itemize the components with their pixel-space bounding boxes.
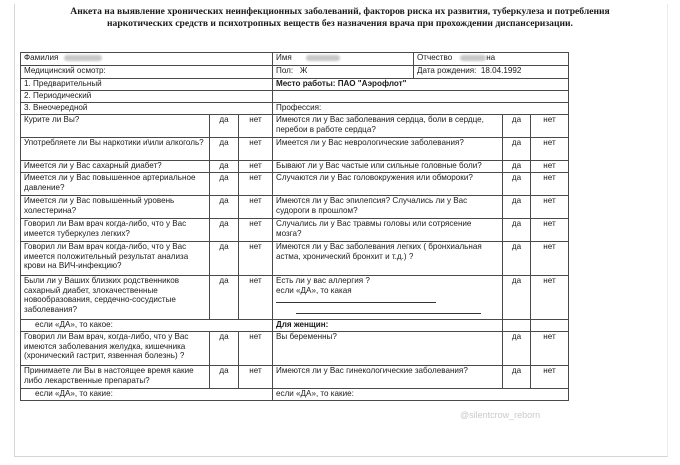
if-yes-which-left[interactable]: если «ДА», то какое:: [21, 320, 273, 332]
exam-type-extraordinary[interactable]: 3. Внеочередной: [21, 103, 273, 115]
answer-yes[interactable]: да: [210, 276, 239, 320]
answer-yes[interactable]: да: [503, 115, 531, 138]
question-right: Случались ли у Вас травмы головы или сотрясение мозга?: [273, 219, 503, 242]
question-right: Случаются ли у Вас головокружения или обмороки?: [273, 173, 503, 196]
answer-no[interactable]: нет: [531, 173, 569, 196]
if-yes-which-left[interactable]: если «ДА», то какие:: [21, 389, 273, 401]
patronymic-tail: на: [486, 53, 496, 62]
answer-no[interactable]: нет: [531, 196, 569, 219]
answer-yes[interactable]: да: [210, 366, 239, 389]
question-left: Говорил ли Вам врач когда-либо, что у Вас имеется положительный результат анализа крови на ВИЧ-инфекцию?: [21, 242, 210, 276]
title-line-2: наркотических средств и психотропных веществ без назначения врача при прохождении диспансеризации.: [107, 18, 573, 29]
answer-no[interactable]: нет: [531, 366, 569, 389]
answer-yes[interactable]: да: [210, 196, 239, 219]
exam-type-periodic[interactable]: 2. Периодический: [21, 91, 273, 103]
question-row: [21, 196, 569, 219]
question-left: Имеется ли у Вас повышенное артериальное давление?: [21, 173, 210, 196]
answer-yes[interactable]: да: [503, 276, 531, 320]
question-row: [21, 242, 569, 276]
answer-no[interactable]: нет: [531, 138, 569, 161]
question-row: [21, 276, 569, 320]
exam-type-row-3: [21, 103, 569, 115]
answer-no[interactable]: нет: [239, 115, 273, 138]
allergy-if-yes: если «ДА», то какая: [276, 285, 352, 295]
question-left: Курите ли Вы?: [21, 115, 210, 138]
sex-dob-cell: [273, 66, 569, 79]
answer-yes[interactable]: да: [210, 115, 239, 138]
answer-yes[interactable]: да: [503, 196, 531, 219]
allergy-answer-line[interactable]: [276, 295, 436, 303]
answer-no[interactable]: нет: [239, 219, 273, 242]
if-yes-row: [21, 389, 569, 401]
surname-label: Фамилия: [24, 53, 59, 62]
answer-yes[interactable]: да: [210, 161, 239, 173]
patronymic-label: Отчество: [417, 53, 453, 62]
exam-type-row-1: [21, 79, 569, 91]
answer-yes[interactable]: да: [210, 173, 239, 196]
header-row-name: [21, 53, 569, 66]
questionnaire-table: [20, 52, 569, 401]
form-title: [18, 6, 662, 30]
question-left: Говорил ли Вам врач, когда-либо, что у Вас имеются заболевания желудка, кишечника (хронический гастрит, язвенная болезнь) ?: [21, 332, 210, 366]
question-row: [21, 161, 569, 173]
question-right: Бывают ли у Вас частые или сильные головные боли?: [273, 161, 503, 173]
blank-cell: [273, 91, 569, 103]
answer-yes[interactable]: да: [503, 242, 531, 276]
answer-yes[interactable]: да: [503, 173, 531, 196]
question-left: Были ли у Ваших близких родственников сахарный диабет, злокачественные новообразования, сердечно-сосудистые заболевания?: [21, 276, 210, 320]
allergy-question: Есть ли у вас аллергия ?: [276, 276, 370, 285]
redacted-surname: [64, 55, 102, 61]
question-row: [21, 173, 569, 196]
question-right: Имеются ли у Вас заболевания легких ( бронхиальная астма, хронический бронхит и т.д.) ?: [273, 242, 503, 276]
sex-label: Пол:: [276, 66, 294, 75]
answer-yes[interactable]: да: [503, 161, 531, 173]
question-left: Имеется ли у Вас повышенный уровень холестерина?: [21, 196, 210, 219]
answer-no[interactable]: нет: [531, 332, 569, 366]
answer-no[interactable]: нет: [239, 173, 273, 196]
answer-no[interactable]: нет: [239, 138, 273, 161]
blank-cell: [531, 320, 569, 332]
answer-no[interactable]: нет: [531, 115, 569, 138]
answer-no[interactable]: нет: [239, 332, 273, 366]
sex-value[interactable]: Ж: [299, 66, 308, 75]
if-yes-which-right[interactable]: если «ДА», то какие:: [273, 389, 569, 401]
exam-label: Медицинский осмотр:: [21, 66, 273, 79]
answer-no[interactable]: нет: [239, 276, 273, 320]
answer-yes[interactable]: да: [503, 138, 531, 161]
question-left: Говорил ли Вам врач когда-либо, что у Вас имеется туберкулез легких?: [21, 219, 210, 242]
answer-yes[interactable]: да: [210, 242, 239, 276]
answer-yes[interactable]: да: [503, 219, 531, 242]
question-row: [21, 219, 569, 242]
answer-yes[interactable]: да: [210, 219, 239, 242]
answer-no[interactable]: нет: [239, 242, 273, 276]
allergy-answer-line-2[interactable]: [296, 306, 481, 314]
question-row: [21, 366, 569, 389]
dob-value[interactable]: 18.04.1992: [480, 66, 522, 75]
redacted-patronymic: [460, 55, 486, 61]
work-place: Место работы: ПАО "Аэрофлот": [273, 79, 569, 91]
answer-no[interactable]: нет: [531, 219, 569, 242]
women-header: Для женщин:: [273, 320, 503, 332]
exam-type-preliminary[interactable]: 1. Предварительный: [21, 79, 273, 91]
question-right: Имеются ли у Вас заболевания сердца, боли в сердце, перебои в работе сердца?: [273, 115, 503, 138]
question-right: Имеется ли у Вас неврологические заболевания?: [273, 138, 503, 161]
redacted-name: [306, 55, 340, 61]
answer-no[interactable]: нет: [531, 242, 569, 276]
surname-cell[interactable]: [21, 53, 273, 66]
header-row-exam: [21, 66, 569, 79]
answer-no[interactable]: нет: [531, 276, 569, 320]
question-row: [21, 332, 569, 366]
answer-no[interactable]: нет: [239, 196, 273, 219]
question-row: [21, 138, 569, 161]
answer-no[interactable]: нет: [239, 366, 273, 389]
dob-label: Дата рождения:: [417, 66, 477, 75]
title-line-1: Анкета на выявление хронических неинфекционных заболеваний, факторов риска их развития, туберкулеза и потребления: [70, 6, 610, 17]
answer-yes[interactable]: да: [210, 138, 239, 161]
if-yes-row: [21, 320, 569, 332]
exam-type-row-2: [21, 91, 569, 103]
question-right: Имеются ли у Вас эпилепсия? Случались ли у Вас судороги в прошлом?: [273, 196, 503, 219]
question-left: Имеется ли у Вас сахарный диабет?: [21, 161, 210, 173]
answer-yes[interactable]: да: [210, 332, 239, 366]
allergy-cell: [273, 276, 503, 320]
answer-no[interactable]: нет: [239, 161, 273, 173]
question-right: Вы беременны?: [273, 332, 503, 366]
question-left: Употребляете ли Вы наркотики и\или алкоголь?: [21, 138, 210, 161]
answer-no[interactable]: нет: [531, 161, 569, 173]
question-right: Имеются ли у Вас гинекологические заболевания?: [273, 366, 503, 389]
name-cell[interactable]: [273, 53, 569, 66]
answer-yes[interactable]: да: [503, 332, 531, 366]
answer-yes[interactable]: да: [503, 366, 531, 389]
question-left: Принимаете ли Вы в настоящее время какие либо лекарственные препараты?: [21, 366, 210, 389]
blank-cell: [503, 320, 531, 332]
question-row: [21, 115, 569, 138]
profession-label: Профессия:: [273, 103, 569, 115]
watermark: @silentcrow_reborn: [460, 410, 541, 420]
name-label: Имя: [276, 53, 292, 62]
